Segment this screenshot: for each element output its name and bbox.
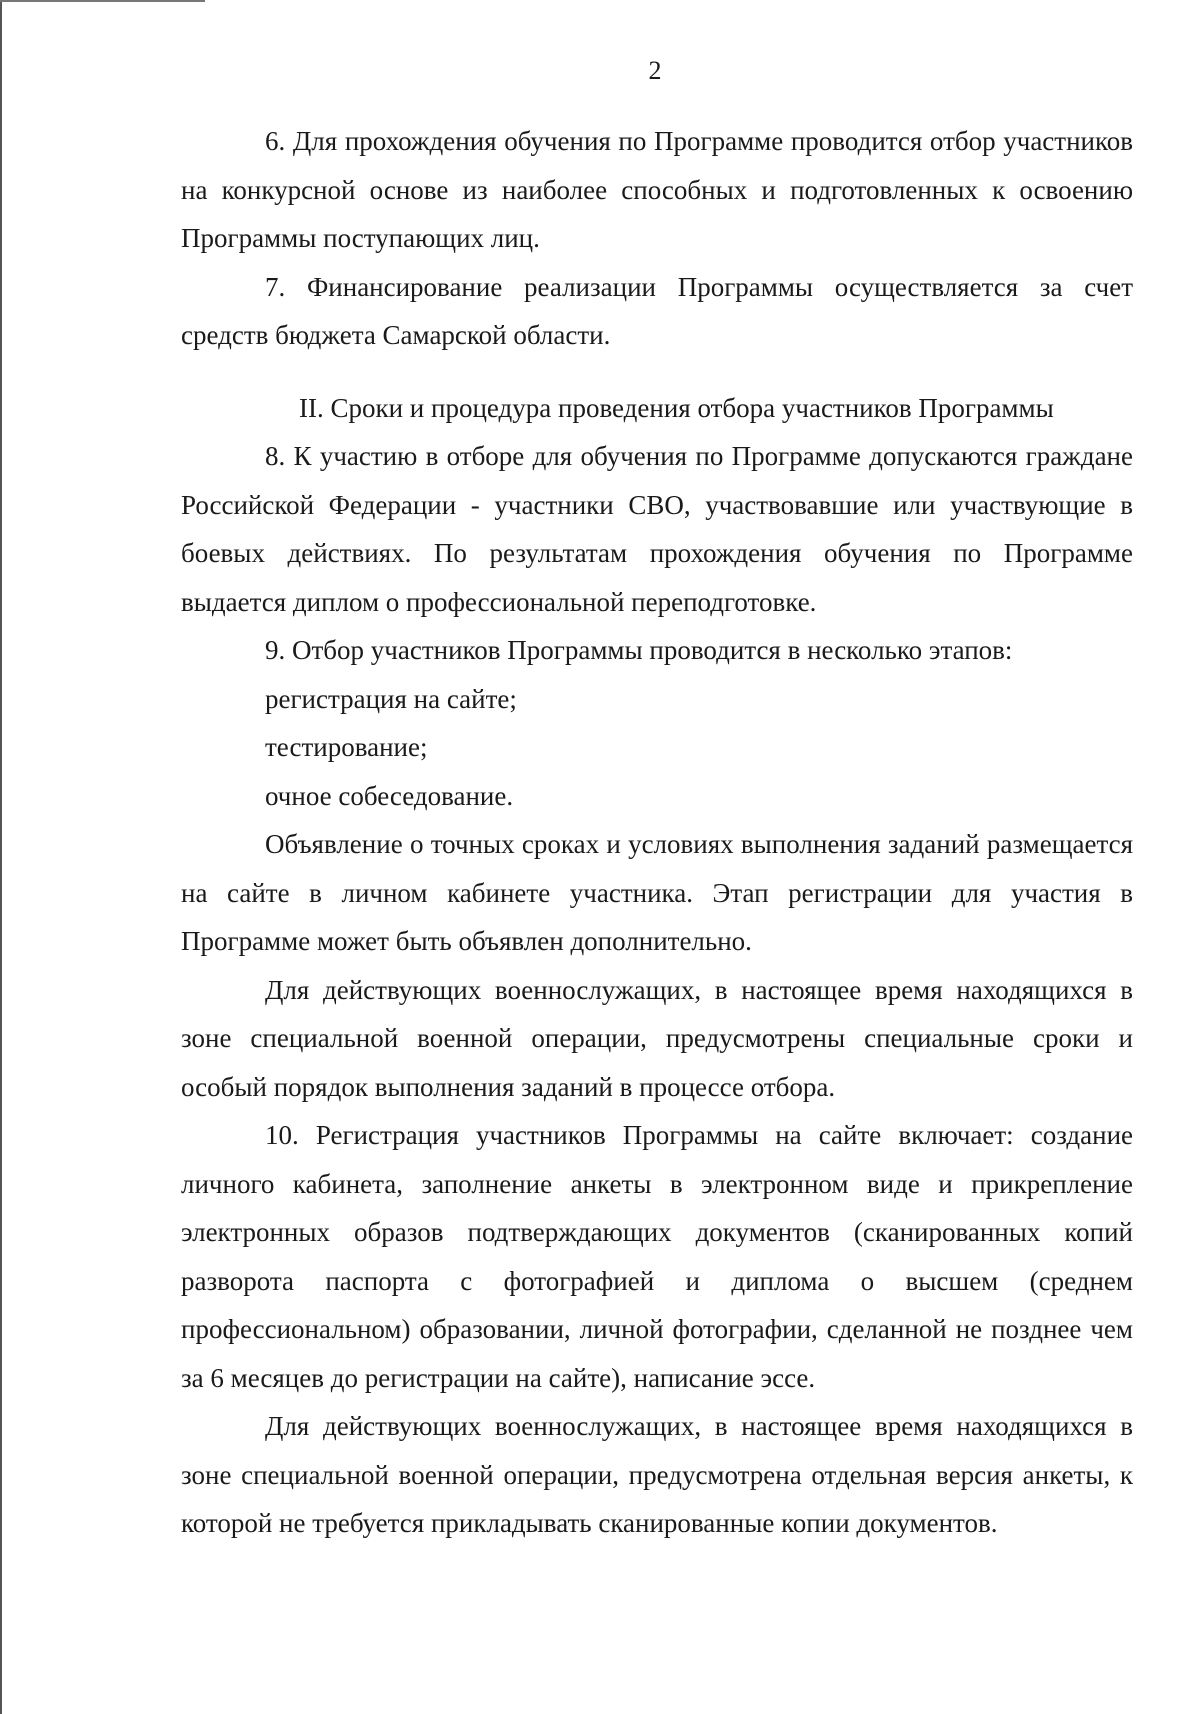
- paragraph-6: 6. Для прохождения обучения по Программе проводится отбор участников на конкурсной основе из наиболее способных и подготовленных к освоению Программы поступающих лиц.: [181, 126, 1133, 253]
- scan-top-edge: [0, 0, 205, 2]
- stage-item: тестирование;: [265, 732, 428, 762]
- paragraph-7: 7. Финансирование реализации Программы осуществляется за счет средств бюджета Самарской области.: [181, 271, 1133, 350]
- page-number: 2: [648, 56, 662, 85]
- paragraph-9: 9. Отбор участников Программы проводится в несколько этапов:: [265, 635, 1013, 665]
- paragraph-military-terms: Для действующих военнослужащих, в настоящее время находящихся в зоне специальной военной операции, предусмотрены специальные сроки и особый порядок выполнения заданий в процессе отбора.: [181, 974, 1133, 1102]
- paragraph-10: 10. Регистрация участников Программы на сайте включает: создание личного кабинета, заполнение анкеты в электронном виде и прикрепление электронных образов подтверждающих документов (сканированных копий разворота паспорта с фотографией и диплома о высшем (среднем профессиональном) образовании, личной фотографии, сделанной не позднее чем за 6 месяцев до регистрации на сайте), написание эссе.: [181, 1120, 1133, 1393]
- paragraph-announcement: Объявление о точных сроках и условиях выполнения заданий размещается на сайте в личном кабинете участника. Этап регистрации для участия в Программе может быть объявлен дополнительно.: [181, 829, 1133, 956]
- document-body: [181, 117, 1133, 1548]
- section-gap: [181, 360, 1133, 384]
- stage-item: регистрация на сайте;: [265, 683, 517, 714]
- paragraph-military-form: Для действующих военнослужащих, в настоящее время находящихся в зоне специальной военной операции, предусмотрена отдельная версия анкеты, к которой не требуется прикладывать сканированные копии документов.: [181, 1411, 1133, 1538]
- paragraph-8: 8. К участию в отборе для обучения по Программе допускаются граждане Российской Федерации - участники СВО, участвовавшие или участвующие в боевых действиях. По результатам прохождения обучения по Программе выдается диплом о профессиональной переподготовке.: [181, 441, 1133, 617]
- stage-item: очное собеседование.: [265, 780, 514, 811]
- scan-left-edge: [0, 0, 2, 1714]
- section-heading: II. Сроки и процедура проведения отбора участников Программы: [299, 392, 1054, 423]
